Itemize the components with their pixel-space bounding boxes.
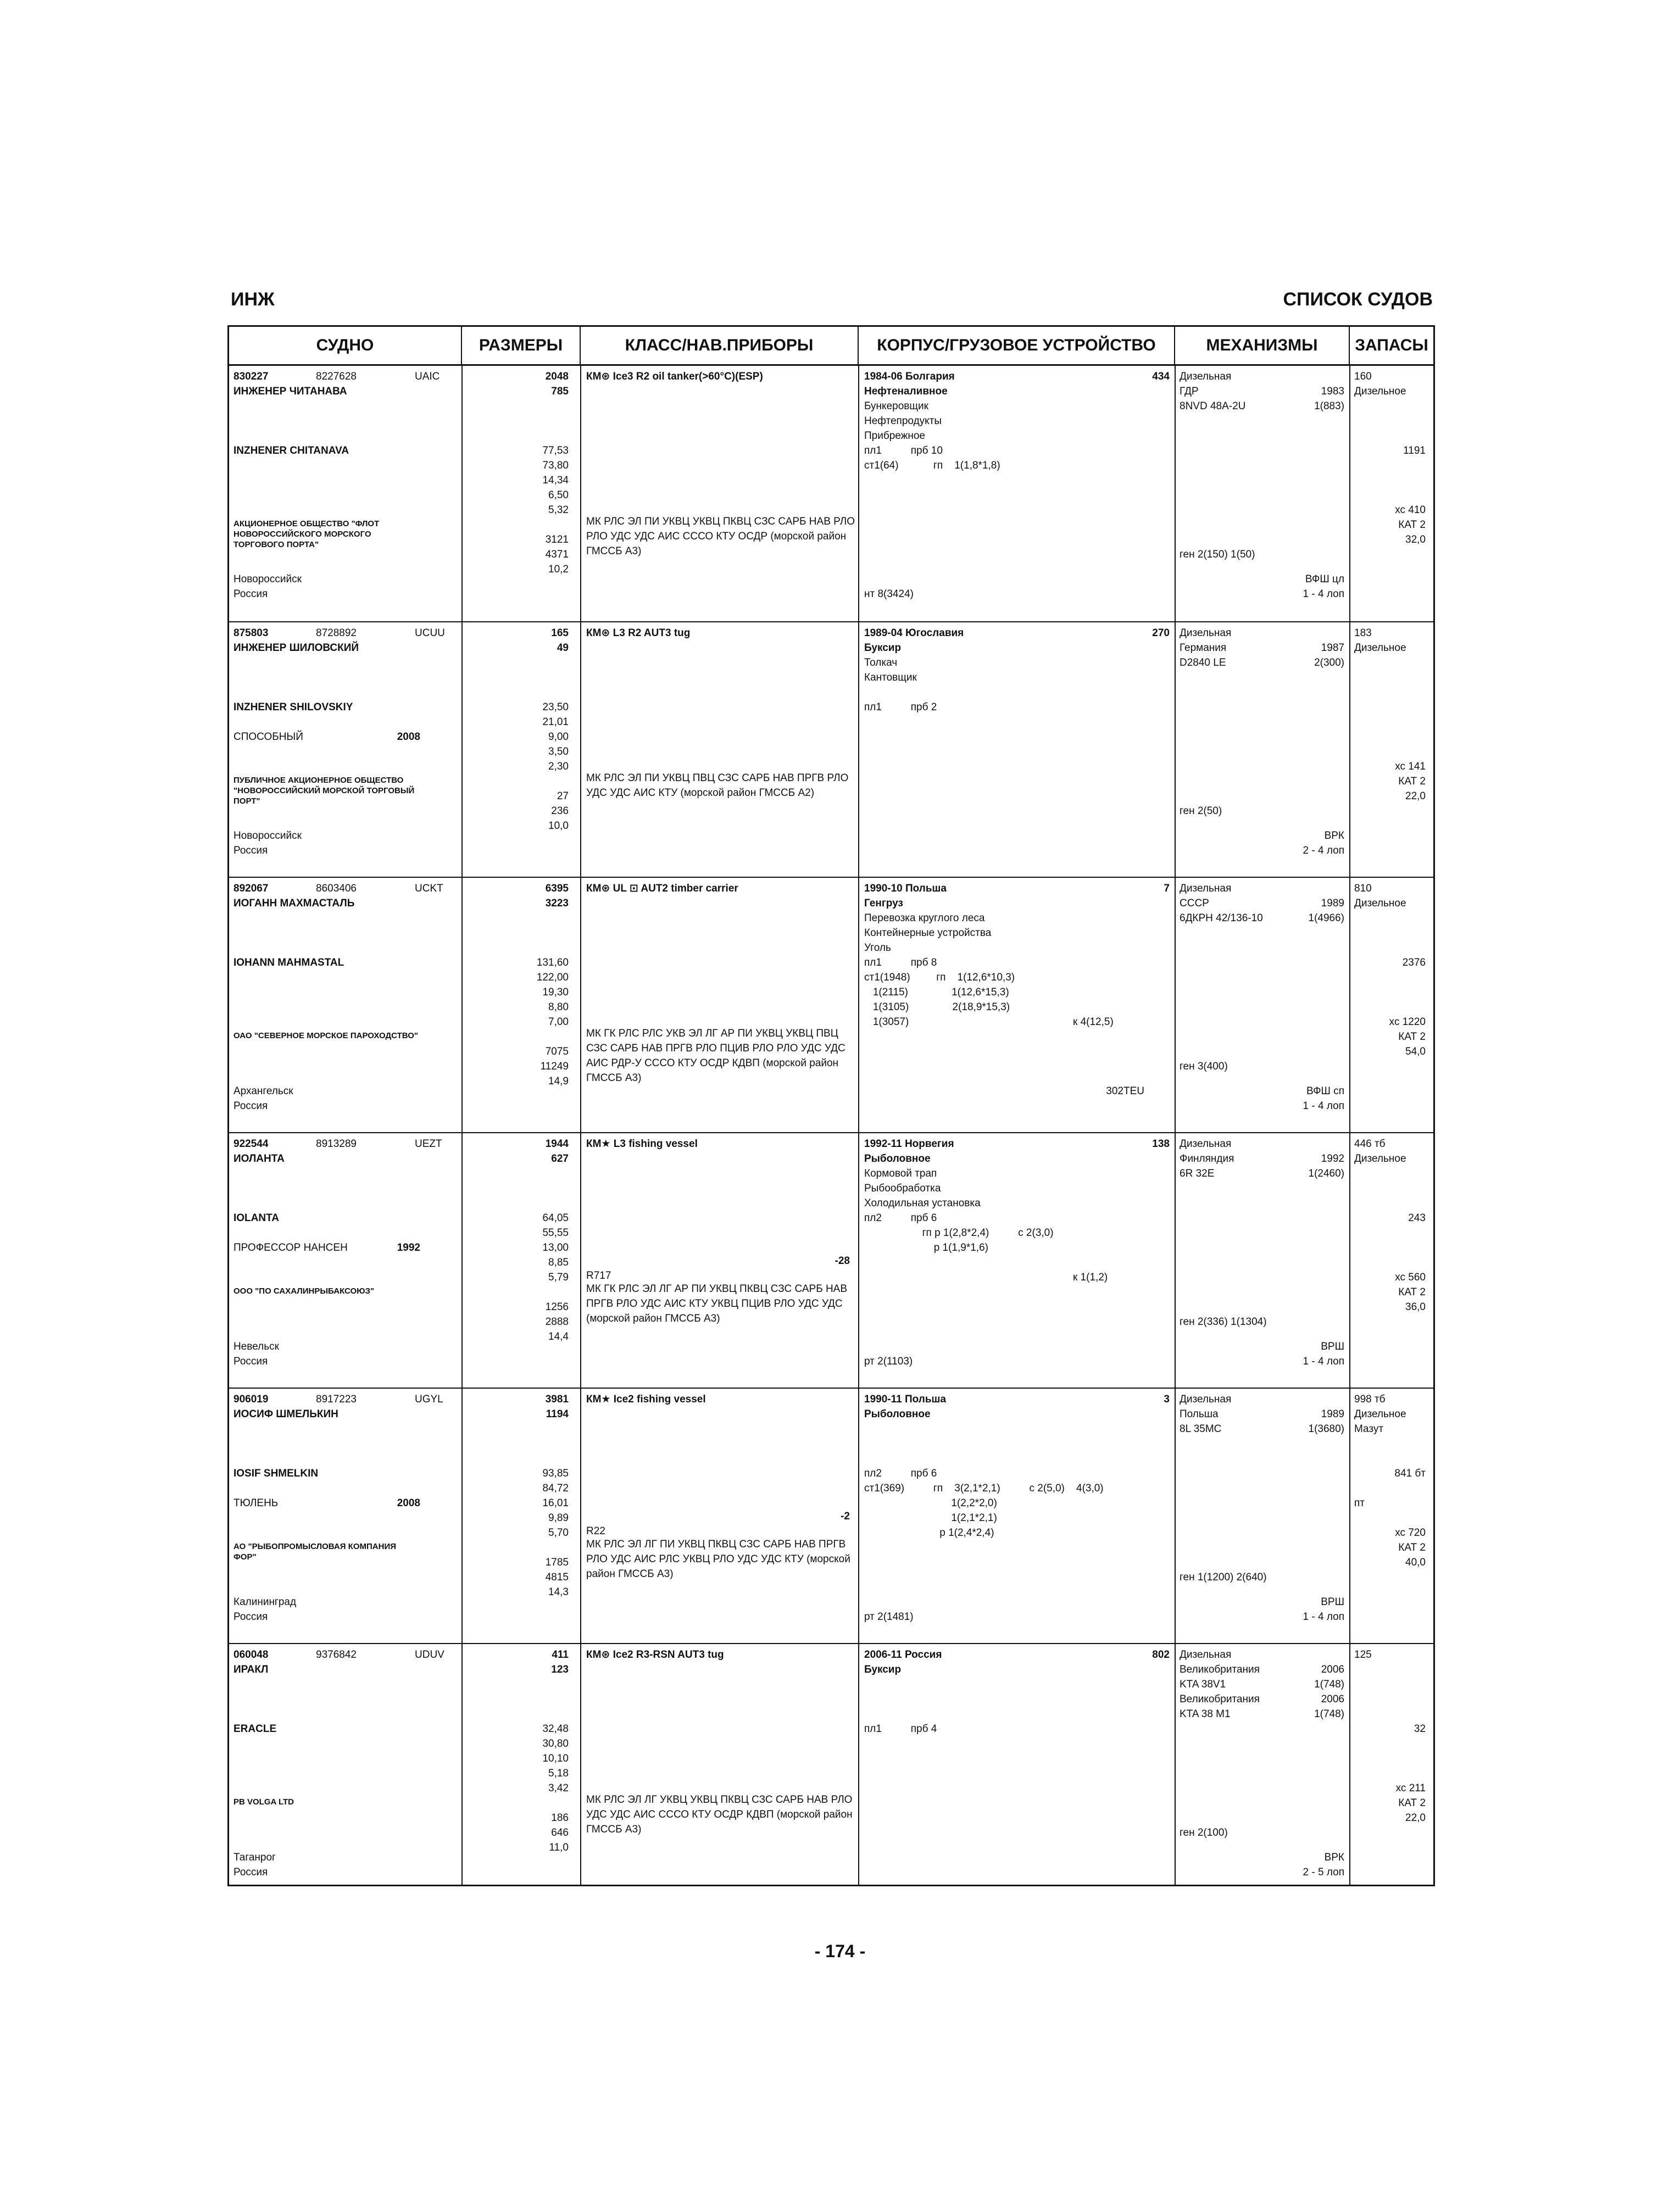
nav-equipment: МК РЛС ЭЛ ЛГ УКВЦ УКВЦ ПКВЦ СЗС САРБ НАВ РЛО УДС УДС АИС СССО КТУ ОСДР КДВП (морской район ГМССБ А3) [586, 1794, 853, 1835]
ship-name-ru: ИОЛАНТА [233, 1153, 285, 1165]
ship-former-name: ТЮЛЕНЬ [233, 1497, 279, 1509]
col-class: КЛАСС/НАВ.ПРИБОРЫ [581, 327, 859, 364]
ships-table [227, 325, 1435, 1886]
stock-fuel-amount: 183 [1354, 627, 1372, 639]
hull-info: пл2 прб 6 [864, 1212, 937, 1224]
ship-name-ru: ИОГАНН МАХМАСТАЛЬ [233, 898, 355, 909]
stock-range: хс 560 [1395, 1272, 1426, 1283]
stock-category: КАТ 2 [1398, 776, 1426, 787]
page-number: - 174 - [814, 1941, 866, 1961]
engine-model: 8L 35MC [1180, 1423, 1222, 1435]
hull-info: 1(2115) 1(12,6*15,3) [864, 987, 1009, 998]
ship-type: Буксир [864, 1664, 902, 1675]
size-tonnage: 4815 [545, 1572, 569, 1583]
generators: ген 2(100) [1180, 1827, 1228, 1839]
size-gross: 1944 [545, 1138, 569, 1150]
size-gross: 6395 [545, 883, 569, 894]
size-dimension: 93,85 [542, 1468, 569, 1479]
ship-former-name: ПРОФЕССОР НАНСЕН [233, 1242, 348, 1254]
engine-type: Дизельная [1180, 1394, 1232, 1405]
size-dimension: 10,10 [542, 1753, 569, 1764]
hull-cranes: к 4(12,5) [1073, 1016, 1114, 1028]
stock-range: хс 410 [1395, 504, 1426, 516]
ship-reg-number: 830227 [233, 371, 269, 382]
size-dimension: 73,80 [542, 460, 569, 471]
col-hull: КОРПУС/ГРУЗОВОЕ УСТРОЙСТВО [859, 327, 1175, 364]
hull-info: гп р 1(2,8*2,4) с 2(3,0) [864, 1227, 1054, 1239]
hull-info: пл1 прб 2 [864, 701, 937, 713]
size-dimension: 131,60 [536, 957, 569, 968]
stock-fuel-type: Дизельное [1354, 1408, 1406, 1420]
size-dimension: 32,48 [542, 1723, 569, 1735]
size-tonnage: 11249 [540, 1061, 569, 1072]
ship-reg-number: 922544 [233, 1138, 269, 1150]
hull-info: ст1(369) гп 3(2,1*2,1) с 2(5,0) 4(3,0) [864, 1483, 1104, 1494]
hull-info: пл1 прб 10 [864, 445, 943, 456]
hull-info: ст1(64) гп 1(1,8*1,8) [864, 460, 1000, 471]
ship-callsign: UDUV [415, 1649, 444, 1661]
ship-name-en: IOHANN MAHMASTAL [233, 957, 344, 968]
engine2-power: 1(748) [1314, 1708, 1344, 1720]
stock-category: КАТ 2 [1398, 1031, 1426, 1043]
size-net: 49 [557, 642, 569, 654]
ship-imo: 8917223 [316, 1394, 357, 1405]
size-dimension: 9,89 [548, 1512, 569, 1524]
engine-power: 1(883) [1314, 400, 1344, 412]
ship-port: Калининград [233, 1596, 297, 1608]
ship-name-ru: ИРАКЛ [233, 1664, 269, 1675]
stock-range: хс 141 [1395, 761, 1426, 772]
ship-country: Россия [233, 1867, 268, 1878]
ship-record [229, 1643, 1433, 1898]
ship-port: Таганрог [233, 1852, 276, 1863]
ship-callsign: UCKT [415, 883, 443, 894]
size-dimension: 55,55 [542, 1227, 569, 1239]
size-tonnage: 1785 [545, 1557, 569, 1568]
size-dimension: 9,00 [548, 731, 569, 743]
stock-water: 2376 [1402, 957, 1426, 968]
stock-category-value: 22,0 [1405, 790, 1426, 802]
nav-equipment: МК РЛС ЭЛ ПИ УКВЦ ПВЦ СЗС САРБ НАВ ПРГВ РЛО УДС УДС АИС КТУ (морской район ГМССБ А2) [586, 772, 849, 799]
stock-fuel-type: Дизельное [1354, 898, 1406, 909]
stock-water: 32 [1414, 1723, 1426, 1735]
size-net: 3223 [545, 898, 569, 909]
ship-name-en: INZHENER CHITANAVA [233, 445, 349, 456]
propeller-blades: 1 - 4 лоп [1303, 1100, 1344, 1112]
ship-type: Генгруз [864, 898, 903, 909]
nav-equipment: МК РЛС ЭЛ ЛГ ПИ УКВЦ ПКВЦ СЗС САРБ НАВ ПРГВ РЛО УДС АИС РЛС УКВЦ РЛО УДС УДС КТУ (морской район ГМССБ А3) [586, 1539, 850, 1580]
ship-type: Кормовой трап [864, 1168, 937, 1179]
propeller: ВРШ [1321, 1596, 1344, 1608]
col-stocks: ЗАПАСЫ [1355, 336, 1428, 354]
ship-class: КМ⊛ UL ⊡ AUT2 timber carrier [586, 883, 738, 894]
engine-year: 1987 [1321, 642, 1344, 654]
build-info: 1990-11 Польша [864, 1394, 946, 1405]
size-dimension: 30,80 [542, 1738, 569, 1750]
stock-fuel-amount: 125 [1354, 1649, 1372, 1661]
engine-model: D2840 LE [1180, 657, 1226, 669]
stock-fuel-type: Дизельное [1354, 386, 1406, 397]
ship-former-year: 2008 [397, 1497, 420, 1509]
table-header [229, 327, 1433, 366]
ship-name-ru: ИНЖЕНЕР ЧИТАНАВА [233, 386, 347, 397]
ship-imo: 8728892 [316, 627, 357, 639]
stock-category-value: 40,0 [1405, 1557, 1426, 1568]
hull-tanks: рт 2(1481) [864, 1611, 914, 1623]
ship-former-year: 1992 [397, 1242, 420, 1254]
size-dimension: 16,01 [542, 1497, 569, 1509]
size-dimension: 5,79 [548, 1272, 569, 1283]
ship-callsign: UEZT [415, 1138, 442, 1150]
ship-imo: 8913289 [316, 1138, 357, 1150]
size-dimension: 19,30 [542, 987, 569, 998]
hull-info: 1(3105) 2(18,9*15,3) [864, 1001, 1010, 1013]
hull-info: пл2 прб 6 [864, 1468, 937, 1479]
class-refrigerant-temp: -28 [835, 1255, 850, 1267]
ship-name-ru: ИНЖЕНЕР ШИЛОВСКИЙ [233, 642, 359, 654]
ship-name-en: IOLANTA [233, 1212, 280, 1224]
stock-range: хс 1220 [1389, 1016, 1426, 1028]
size-dimension: 77,53 [542, 445, 569, 456]
size-dimension: 23,50 [542, 701, 569, 713]
ship-former-name: СПОСОБНЫЙ [233, 731, 303, 743]
size-net: 123 [551, 1664, 569, 1675]
engine-power: 1(4966) [1308, 912, 1344, 924]
ship-country: Россия [233, 1611, 268, 1623]
stock-category: КАТ 2 [1398, 1797, 1426, 1809]
ship-type: Нефтепродукты [864, 415, 942, 427]
stock-category: КАТ 2 [1398, 1286, 1426, 1298]
ship-country: Россия [233, 845, 268, 856]
ship-record [229, 366, 1433, 621]
generators: ген 2(336) 1(1304) [1180, 1316, 1267, 1328]
engine-country: СССР [1180, 898, 1209, 909]
engine-year: 1983 [1321, 386, 1344, 397]
propeller-blades: 2 - 5 лоп [1303, 1867, 1344, 1878]
col-engines: МЕХАНИЗМЫ [1175, 327, 1350, 364]
size-dimension: 3,50 [548, 746, 569, 757]
ship-name-en: INZHENER SHILOVSKIY [233, 701, 353, 713]
ship-record [229, 877, 1433, 1132]
ship-owner: АО "РЫБОПРОМЫСЛОВАЯ КОМПАНИЯ ФОР" [233, 1542, 397, 1562]
generators: ген 1(1200) 2(640) [1180, 1572, 1267, 1583]
nav-equipment: МК РЛС ЭЛ ПИ УКВЦ УКВЦ ПКВЦ СЗС САРБ НАВ РЛО РЛО УДС УДС АИС СССО КТУ ОСДР (морской район ГМССБ А3) [586, 516, 855, 557]
size-tonnage: 10,2 [548, 564, 569, 575]
class-refrigerant: R22 [586, 1525, 605, 1537]
build-number: 270 [1152, 627, 1170, 639]
stock-category-value: 54,0 [1405, 1046, 1426, 1057]
propeller: ВРК [1324, 1852, 1344, 1863]
propeller: ВРШ [1321, 1341, 1344, 1352]
propeller: ВФШ сп [1306, 1085, 1344, 1097]
size-tonnage: 7075 [545, 1046, 569, 1057]
size-tonnage: 14,3 [548, 1586, 569, 1598]
ship-country: Россия [233, 588, 268, 600]
size-gross: 3981 [545, 1394, 569, 1405]
engine-model: 6ДКРН 42/136-10 [1180, 912, 1263, 924]
ship-owner: ПУБЛИЧНОЕ АКЦИОНЕРНОЕ ОБЩЕСТВО "НОВОРОССИЙСКИЙ МОРСКОЙ ТОРГОВЫЙ ПОРТ" [233, 776, 415, 806]
size-dimension: 7,00 [548, 1016, 569, 1028]
propeller-blades: 2 - 4 лоп [1303, 845, 1344, 856]
generators: ген 2(150) 1(50) [1180, 549, 1255, 560]
ship-imo: 8227628 [316, 371, 357, 382]
size-dimension: 122,00 [536, 972, 569, 983]
stock-fuel-amount: 160 [1354, 371, 1372, 382]
size-dimension: 84,72 [542, 1483, 569, 1494]
ship-class: КМ★ L3 fishing vessel [586, 1138, 698, 1150]
ship-callsign: UGYL [415, 1394, 443, 1405]
ship-reg-number: 060048 [233, 1649, 269, 1661]
size-tonnage: 236 [551, 805, 569, 817]
size-tonnage: 2888 [545, 1316, 569, 1328]
generators: ген 3(400) [1180, 1061, 1228, 1072]
ship-owner: PB VOLGA LTD [233, 1797, 294, 1807]
engine-country: Германия [1180, 642, 1227, 654]
build-info: 1990-10 Польша [864, 883, 947, 894]
hull-info: пл1 прб 4 [864, 1723, 937, 1735]
stock-fuel-type-2: Мазут [1354, 1423, 1384, 1435]
size-dimension: 2,30 [548, 761, 569, 772]
engine2-model: KTA 38 M1 [1180, 1708, 1231, 1720]
stock-fuel-amount: 998 тб [1354, 1394, 1386, 1405]
size-dimension: 64,05 [542, 1212, 569, 1224]
nav-equipment: МК ГК РЛС ЭЛ ЛГ АР ПИ УКВЦ ПКВЦ СЗС САРБ НАВ ПРГВ РЛО УДС АИС КТУ УКВЦ ПЦИВ РЛО УДС УДС (морской район ГМССБ А3) [586, 1283, 848, 1324]
ship-type: Толкач [864, 657, 898, 669]
ship-port: Новороссийск [233, 830, 302, 842]
stock-range: хс 211 [1395, 1782, 1426, 1794]
size-dimension: 13,00 [542, 1242, 569, 1254]
ship-country: Россия [233, 1356, 268, 1367]
engine-power: 1(2460) [1308, 1168, 1344, 1179]
size-gross: 165 [551, 627, 569, 639]
ship-record [229, 1388, 1433, 1643]
ship-former-year: 2008 [397, 731, 420, 743]
propeller-blades: 1 - 4 лоп [1303, 1611, 1344, 1623]
engine-power: 1(3680) [1308, 1423, 1344, 1435]
engine-type: Дизельная [1180, 371, 1232, 382]
hull-info: 1(3057) [864, 1016, 909, 1028]
generators: ген 2(50) [1180, 805, 1222, 817]
build-number: 434 [1152, 371, 1170, 382]
size-tonnage: 186 [551, 1812, 569, 1824]
engine-power: 2(300) [1314, 657, 1344, 669]
ship-name-en: IOSIF SHMELKIN [233, 1468, 319, 1479]
engine-year: 1992 [1321, 1153, 1344, 1165]
ship-record [229, 1132, 1433, 1388]
hull-cranes: к 1(1,2) [1073, 1272, 1108, 1283]
size-tonnage: 1256 [545, 1301, 569, 1313]
ship-type: Бункеровщик [864, 400, 928, 412]
ship-type: Нефтеналивное [864, 386, 948, 397]
hull-info: р 1(2,4*2,4) [864, 1527, 994, 1539]
engine-model: KTA 38V1 [1180, 1679, 1226, 1690]
size-gross: 2048 [545, 371, 569, 382]
engine2-year: 2006 [1321, 1694, 1344, 1705]
engine-model: 8NVD 48A-2U [1180, 400, 1246, 412]
stock-category: КАТ 2 [1398, 1542, 1426, 1553]
size-net: 785 [551, 386, 569, 397]
stock-category-value: 36,0 [1405, 1301, 1426, 1313]
ship-port: Невельск [233, 1341, 279, 1352]
ship-type: Холодильная установка [864, 1197, 981, 1209]
ship-type: Прибрежное [864, 430, 925, 442]
ship-type: Кантовщик [864, 672, 917, 683]
stock-category-value: 22,0 [1405, 1812, 1426, 1824]
engine-type: Дизельная [1180, 1138, 1232, 1150]
engine-type: Дизельная [1180, 627, 1232, 639]
size-dimension: 14,34 [542, 475, 569, 486]
hull-info: 1(2,2*2,0) [864, 1497, 997, 1509]
engine-model: 6R 32E [1180, 1168, 1215, 1179]
stock-fuel-amount: 810 [1354, 883, 1372, 894]
engine-country: Великобритания [1180, 1664, 1260, 1675]
size-dimension: 5,32 [548, 504, 569, 516]
engine-country: ГДР [1180, 386, 1199, 397]
stock-fuel-type: Дизельное [1354, 1153, 1406, 1165]
build-number: 802 [1152, 1649, 1170, 1661]
col-ship: СУДНО [229, 327, 462, 364]
class-refrigerant: R717 [586, 1270, 611, 1282]
ship-record [229, 621, 1433, 877]
ship-owner: АКЦИОНЕРНОЕ ОБЩЕСТВО "ФЛОТ НОВОРОССИЙСКОГО МОРСКОГО ТОРГОВОГО ПОРТА" [233, 519, 380, 549]
ship-owner: ОАО "СЕВЕРНОЕ МОРСКОЕ ПАРОХОДСТВО" [233, 1031, 418, 1040]
build-number: 138 [1152, 1138, 1170, 1150]
stock-range: хс 720 [1395, 1527, 1426, 1539]
ship-type: Буксир [864, 642, 902, 654]
size-tonnage: 11,0 [549, 1842, 569, 1853]
build-info: 1989-04 Югославия [864, 627, 964, 639]
stock-category-value: 32,0 [1405, 534, 1426, 545]
engine-year: 2006 [1321, 1664, 1344, 1675]
ship-class: КМ★ Ice2 fishing vessel [586, 1394, 706, 1405]
stock-extra: пт [1354, 1497, 1365, 1509]
stock-water: 841 бт [1394, 1468, 1426, 1479]
size-dimension: 5,70 [548, 1527, 569, 1539]
ship-type: Уголь [864, 942, 891, 954]
engine-power: 1(748) [1314, 1679, 1344, 1690]
propeller: ВРК [1324, 830, 1344, 842]
ship-reg-number: 892067 [233, 883, 269, 894]
hull-info: пл1 прб 8 [864, 957, 937, 968]
ship-port: Архангельск [233, 1085, 293, 1097]
col-sizes: РАЗМЕРЫ [462, 327, 581, 364]
ship-reg-number: 875803 [233, 627, 269, 639]
stock-water: 243 [1408, 1212, 1426, 1224]
size-tonnage: 646 [551, 1827, 569, 1839]
ship-callsign: UAIC [415, 371, 440, 382]
hull-teu: 302TEU [1106, 1085, 1144, 1097]
header-right: СПИСОК СУДОВ [1283, 289, 1433, 310]
ship-type: Рыбообработка [864, 1183, 941, 1194]
stock-water: 1191 [1403, 445, 1426, 456]
ship-name-ru: ИОСИФ ШМЕЛЬКИН [233, 1408, 338, 1420]
ship-callsign: UCUU [415, 627, 445, 639]
hull-info: ст1(1948) гп 1(12,6*10,3) [864, 972, 1015, 983]
ship-port: Новороссийск [233, 573, 302, 585]
size-dimension: 8,85 [548, 1257, 569, 1268]
engine-country: Польша [1180, 1408, 1219, 1420]
ship-type: Контейнерные устройства [864, 927, 992, 939]
size-dimension: 5,18 [548, 1768, 569, 1779]
hull-info: р 1(1,9*1,6) [864, 1242, 988, 1254]
size-gross: 411 [552, 1649, 569, 1661]
size-dimension: 21,01 [542, 716, 569, 728]
ship-type: Рыболовное [864, 1153, 931, 1165]
size-net: 1194 [546, 1408, 569, 1420]
build-info: 1984-06 Болгария [864, 371, 955, 382]
build-info: 1992-11 Норвегия [864, 1138, 954, 1150]
engine-type: Дизельная [1180, 883, 1232, 894]
size-dimension: 6,50 [548, 489, 569, 501]
build-number: 7 [1164, 883, 1170, 894]
ship-imo: 8603406 [316, 883, 357, 894]
hull-tanks: рт 2(1103) [864, 1356, 913, 1367]
engine-country: Финляндия [1180, 1153, 1234, 1165]
ship-type: Рыболовное [864, 1408, 931, 1420]
ship-name-en: ERACLE [233, 1723, 277, 1735]
propeller-blades: 1 - 4 лоп [1303, 1356, 1344, 1367]
size-tonnage: 14,9 [548, 1076, 569, 1087]
stock-fuel-amount: 446 тб [1354, 1138, 1386, 1150]
engine-type: Дизельная [1180, 1649, 1232, 1661]
build-number: 3 [1164, 1394, 1170, 1405]
ship-country: Россия [233, 1100, 268, 1112]
header-left: ИНЖ [231, 289, 275, 310]
ship-reg-number: 906019 [233, 1394, 269, 1405]
ship-imo: 9376842 [316, 1649, 357, 1661]
size-dimension: 3,42 [548, 1782, 569, 1794]
propeller: ВФШ цл [1305, 573, 1344, 585]
class-refrigerant-temp: -2 [841, 1511, 850, 1522]
hull-tanks: нт 8(3424) [864, 588, 914, 600]
ship-class: КМ⊛ L3 R2 AUT3 tug [586, 627, 691, 639]
ship-type: Перевозка круглого леса [864, 912, 985, 924]
size-tonnage: 27 [557, 790, 569, 802]
size-tonnage: 14,4 [548, 1331, 569, 1342]
hull-info: 1(2,1*2,1) [864, 1512, 997, 1524]
nav-equipment: МК ГК РЛС РЛС УКВ ЭЛ ЛГ АР ПИ УКВЦ УКВЦ ПВЦ СЗС САРБ НАВ ПРГВ РЛО ПЦИВ РЛО РЛО УДС УДС АИС РДР-У СССО КТУ ОСДР КДВП (морской район ГМССБ А3) [586, 1028, 845, 1084]
size-tonnage: 10,0 [548, 820, 569, 832]
ship-owner: ООО "ПО САХАЛИНРЫБАКСОЮЗ" [233, 1286, 375, 1296]
stock-fuel-type: Дизельное [1354, 642, 1406, 654]
build-info: 2006-11 Россия [864, 1649, 942, 1661]
size-net: 627 [551, 1153, 569, 1165]
size-tonnage: 4371 [545, 549, 569, 560]
ship-class: КМ⊛ Ice3 R2 oil tanker(>60°C)(ESP) [586, 371, 763, 382]
propeller-blades: 1 - 4 лоп [1303, 588, 1344, 600]
stock-category: КАТ 2 [1398, 519, 1426, 531]
engine-year: 1989 [1321, 898, 1344, 909]
engine-year: 1989 [1321, 1408, 1344, 1420]
ship-class: КМ⊛ Ice2 R3-RSN AUT3 tug [586, 1649, 724, 1661]
size-tonnage: 3121 [545, 534, 569, 545]
size-dimension: 8,80 [548, 1001, 569, 1013]
engine2-country: Великобритания [1180, 1694, 1260, 1705]
